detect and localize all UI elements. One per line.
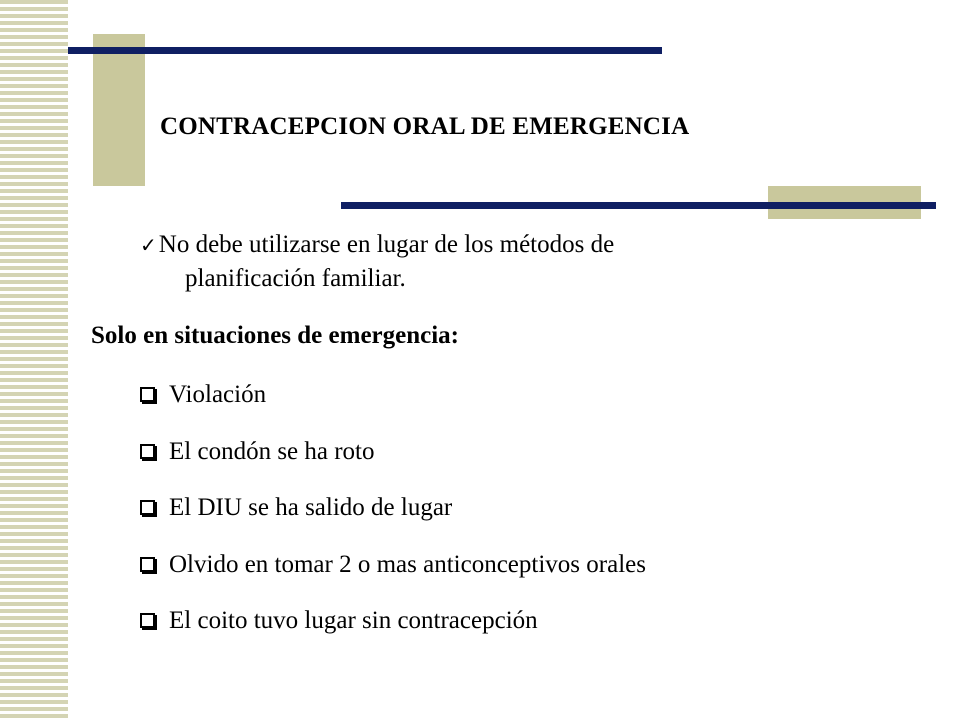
slide-title: CONTRACEPCION ORAL DE EMERGENCIA	[160, 113, 690, 140]
emergency-situations-list	[140, 378, 646, 661]
section-subtitle: Solo en situaciones de emergencia:	[91, 322, 460, 349]
checked-note	[140, 228, 780, 296]
list-item	[140, 604, 646, 661]
list-item	[140, 548, 646, 605]
list-item	[140, 378, 646, 435]
decorative-navy-line-bottom	[341, 202, 936, 209]
checkbox-bullet-icon	[140, 444, 155, 459]
decorative-left-strip	[0, 0, 68, 720]
checkbox-bullet-icon	[140, 557, 155, 572]
checkbox-bullet-icon	[140, 613, 155, 628]
decorative-khaki-bar	[93, 34, 145, 186]
list-item-text: Violación	[169, 381, 267, 408]
list-item-text: El DIU se ha salido de lugar	[169, 494, 453, 521]
checkbox-bullet-icon	[140, 387, 155, 402]
checkmark-icon: ✓	[140, 233, 157, 257]
list-item	[140, 435, 646, 492]
checked-note-line2: planificación familiar.	[185, 265, 406, 292]
list-item-text: El coito tuvo lugar sin contracepción	[169, 607, 538, 634]
list-item-text: Olvido en tomar 2 o mas anticonceptivos orales	[169, 550, 646, 578]
list-item	[140, 491, 646, 548]
checked-note-line1: No debe utilizarse en lugar de los métodos de	[158, 231, 615, 258]
checkbox-bullet-icon	[140, 500, 155, 515]
list-item-text: El condón se ha roto	[169, 437, 375, 465]
decorative-navy-line-top	[68, 47, 662, 54]
